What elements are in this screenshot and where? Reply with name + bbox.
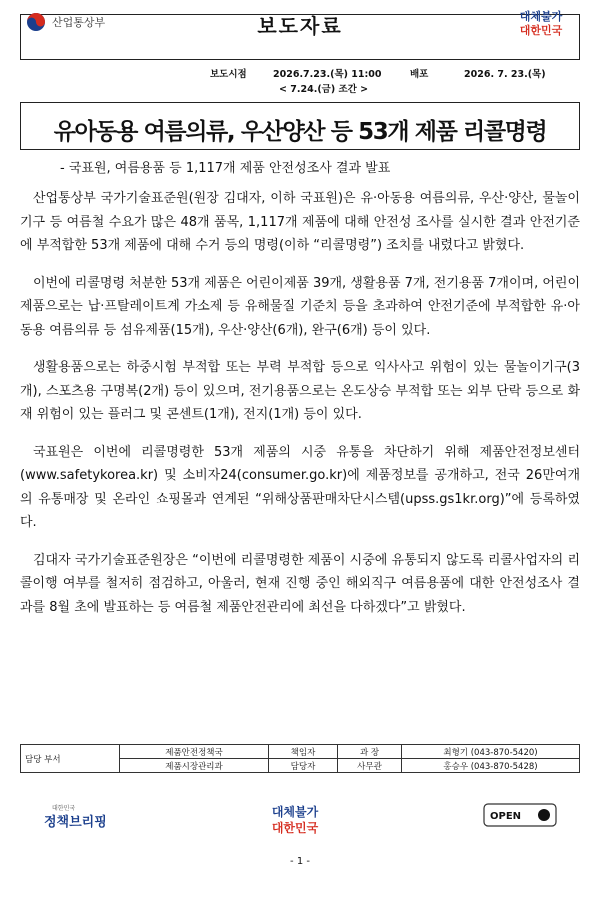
page-number: - 1 - bbox=[290, 856, 310, 867]
briefing-small: 대한민국 bbox=[52, 805, 76, 812]
slogan-line1: 대체불가 bbox=[519, 10, 563, 23]
press-release-title: 보도자료 bbox=[257, 14, 343, 38]
contact-table bbox=[20, 744, 580, 773]
slogan-line2: 대한민국 bbox=[519, 24, 563, 37]
distribution-label: 배포 bbox=[410, 69, 429, 80]
paragraph: 김대자 국가기술표준원장은 “이번에 리콜명령한 제품이 시중에 유통되지 않도록 리콜사업자의 리콜이행 여부를 철저히 점검하고, 아울러, 현재 진행 중인 해외직구 여름용품에 대한 안전성조사 결과를 8월 초에 발표하는 등 여름철 제품안전관리에 최선을 다하겠다”고 밝혔다. bbox=[20, 552, 580, 615]
footer-slogan-line1: 대체불가 bbox=[271, 805, 319, 819]
open-label: OPEN bbox=[490, 811, 522, 822]
ministry-name: 산업통상부 bbox=[52, 16, 106, 29]
paragraph: 산업통상부 국가기술표준원(원장 김대자, 이하 국표원)은 유·아동용 여름의류, 우산·양산, 물놀이기구 등 여름철 수요가 많은 48개 품목, 1,117개 제품에 대해 안전성 조사를 실시한 결과 안전기준에 부적합한 53개 제품에 대해 수거 등의 명령(이하 “리콜명령”) 조치를 내렸다고 밝혔다. bbox=[20, 191, 580, 253]
paragraph: 국표원은 이번에 리콜명령한 53개 제품의 시중 유통을 차단하기 위해 제품안전정보센터(www.safetykorea.kr) 및 소비자24(consumer.go.kr)에 제품정보를 공개하고, 전국 26만여개의 유통매장 및 온라인 쇼핑몰과 연계된 “위해상품판매차단시스템(upss.gs1kr.org)”에 등록하였다. bbox=[20, 444, 580, 530]
dept-name: 제품시장관리과 bbox=[120, 759, 269, 773]
footer-logos bbox=[0, 800, 600, 840]
policy-briefing-logo bbox=[44, 804, 107, 830]
role: 책임자 bbox=[269, 745, 338, 759]
contact-person: 최형기 (043-870-5420) bbox=[402, 745, 580, 759]
footer-slogan-line2: 대한민국 bbox=[271, 821, 319, 835]
headline: 유아동용 여름의류, 우산양산 등 53개 제품 리콜명령 bbox=[53, 119, 547, 145]
release-time: 2026.7.23.(목) 11:00 bbox=[273, 69, 382, 80]
contact-person: 홍승우 (043-870-5428) bbox=[402, 759, 580, 773]
distribution-date: 2026. 7. 23.(목) bbox=[464, 69, 546, 80]
subheadline: - 국표원, 여름용품 등 1,117개 제품 안전성조사 결과 발표 bbox=[60, 161, 391, 176]
body-text bbox=[20, 187, 580, 633]
dept-label: 담당 부서 bbox=[21, 745, 120, 773]
release-label: 보도시점 bbox=[210, 69, 247, 80]
job-title: 사무관 bbox=[338, 759, 402, 773]
footer-slogan-logo bbox=[272, 804, 319, 835]
open-license-icon bbox=[484, 804, 556, 826]
dept-name: 제품안전정책국 bbox=[120, 745, 269, 759]
release-paper: < 7.24.(금) 조간 > bbox=[279, 84, 369, 95]
paragraph: 생활용품으로는 하중시험 부적합 또는 부력 부적합 등으로 익사사고 위험이 있는 물놀이기구(3개), 스포츠용 구명복(2개) 등이 있으며, 전기용품으로는 온도상승 부적합 또는 외부 단락 등으로 화재 위험이 있는 플러그 및 콘센트(1개), 전지(1개) 등이 있다. bbox=[20, 360, 580, 422]
paragraph: 이번에 리콜명령 처분한 53개 제품은 어린이제품 39개, 생활용품 7개, 전기용품 7개이며, 어린이제품으로는 납·프탈레이트계 가소제 등 유해물질 기준치 등을 초과하여 안전기준에 부적합한 유·아동용 여름의류 등 섬유제품(15개), 우산·양산(6개), 완구(6개) 등이 있다. bbox=[20, 275, 581, 338]
briefing-text: 정책브리핑 bbox=[44, 815, 107, 830]
role: 담당자 bbox=[269, 759, 338, 773]
slogan-logo bbox=[506, 6, 576, 40]
job-title: 과 장 bbox=[338, 745, 402, 759]
